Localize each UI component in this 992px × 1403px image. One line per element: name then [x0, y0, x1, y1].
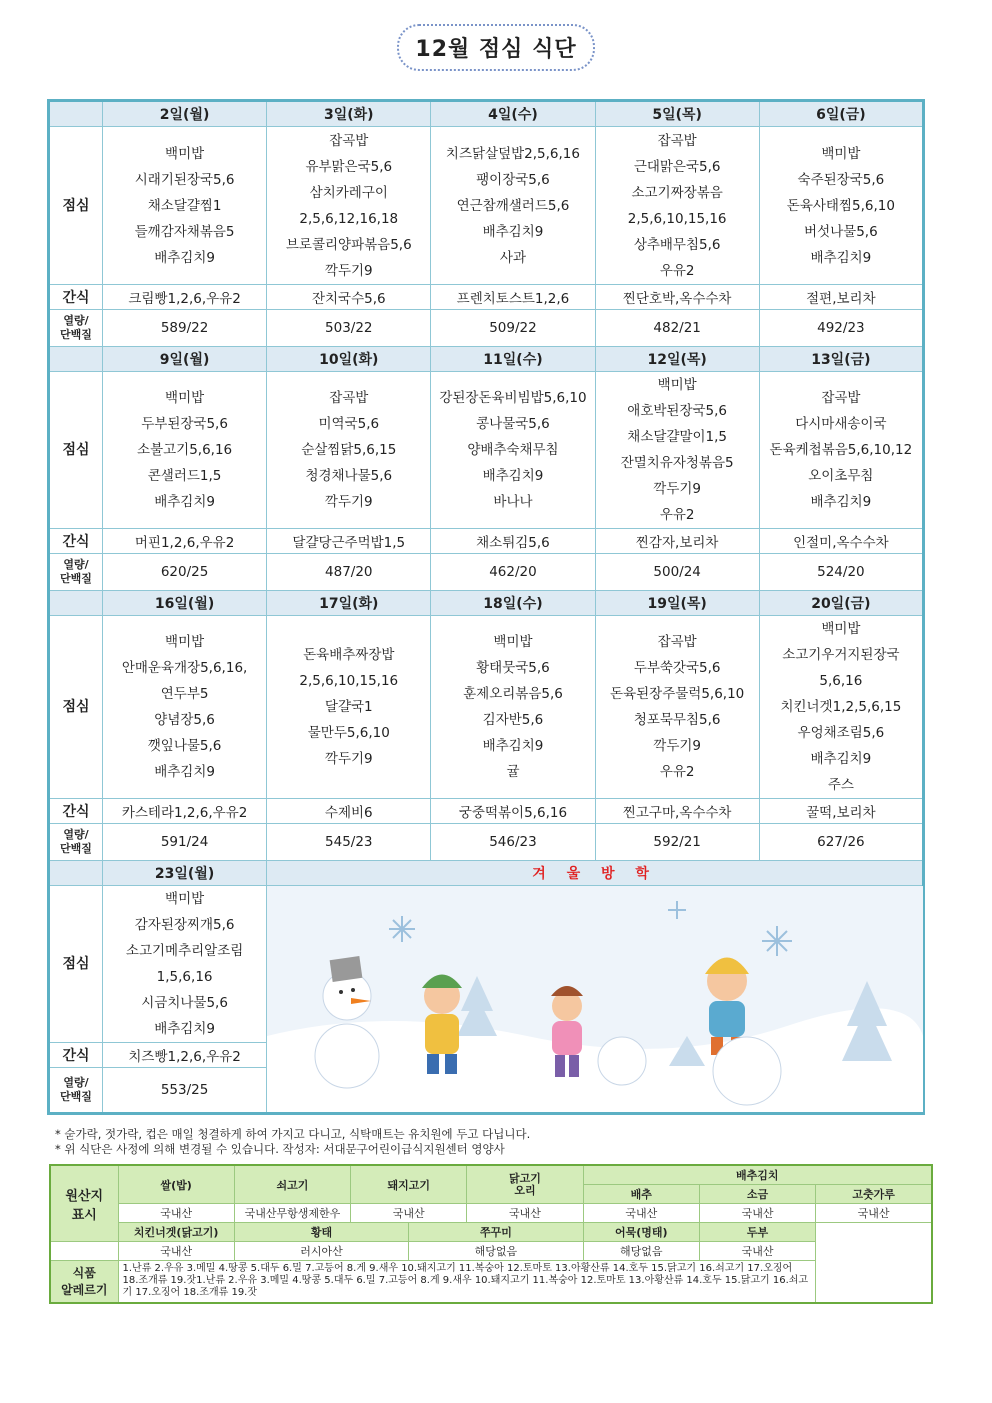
menu-item: 물만두5,6,10 — [307, 725, 390, 741]
menu-item: 채소달걀말이1,5 — [627, 429, 728, 445]
snack-cell: 달걀당근주먹밥1,5 — [267, 529, 431, 554]
snack-cell: 찐감자,보리차 — [595, 529, 759, 554]
menu-item: 소고기짜장볶음 — [631, 184, 723, 201]
origin-value: 국내산 — [118, 1242, 234, 1261]
menu-item: 5,6,16 — [819, 673, 863, 689]
menu-item: 배추김치9 — [482, 738, 544, 754]
allergy-text: 1.난류 2.우유 3.메밀 4.땅콩 5.대두 6.밀 7.고등어 8.게 9.새우 10.돼지고기 11.복숭아 12.토마토 13.아황산류 14.호두 15.닭고기 16.쇠고기 17.오징어 18.조개류 19.잣1.난류 2.우유 3.메밀 4.땅콩 5.대두 6.밀 7.고등어 8.게 9.새우 10.돼지고기 11.복숭아 12.토마토 13.아황산류 14.호두 15.닭고기 16.쇠고기 17.오징어 18.조개류 19.잣 — [118, 1261, 816, 1303]
header-chicken-duck: 닭고기 오리 — [467, 1165, 583, 1204]
origin-value: 국내산무항생제한우 — [234, 1204, 350, 1223]
lunch-cell — [431, 372, 595, 529]
corner-cell — [49, 347, 103, 372]
note-line: * 위 식단은 사정에 의해 변경될 수 있습니다. 작성자: 서대문구어린이급식지원센터 영양사 — [55, 1142, 505, 1156]
menu-item: 사과 — [499, 249, 527, 266]
menu-item: 배추김치9 — [154, 494, 215, 510]
menu-item: 황태뭇국5,6 — [476, 660, 550, 676]
origin-value: 국내산 — [118, 1204, 234, 1223]
day-header: 11일(수) — [431, 347, 595, 372]
lunch-label: 점심 — [49, 372, 103, 529]
calorie-label: 열량/ 단백질 — [49, 554, 103, 591]
menu-item: 백미밥 — [165, 390, 205, 406]
day-header: 6일(금) — [759, 101, 923, 127]
header-tofu: 두부 — [699, 1223, 815, 1242]
header-fishcake: 어묵(명태) — [583, 1223, 699, 1242]
day-header: 18일(수) — [431, 591, 595, 616]
menu-item: 백미밥 — [165, 145, 205, 162]
snack-cell: 크림빵1,2,6,우유2 — [103, 285, 267, 310]
menu-item: 들깨감자채볶음5 — [134, 223, 235, 240]
lunch-cell — [759, 372, 923, 529]
menu-item: 잡곡밥 — [821, 390, 861, 406]
menu-item: 배추김치9 — [810, 751, 872, 767]
day-header: 13일(금) — [759, 347, 923, 372]
menu-item: 안매운육개장5,6,16, — [121, 660, 248, 676]
calorie-cell: 591/24 — [103, 824, 267, 861]
lunch-cell — [103, 886, 267, 1043]
menu-item: 달걀국1 — [324, 699, 373, 715]
menu-item: 김자반5,6 — [482, 712, 544, 728]
lunch-label: 점심 — [49, 886, 103, 1043]
snack-cell: 절편,보리차 — [759, 285, 923, 310]
menu-item: 백미밥 — [821, 145, 861, 162]
menu-item: 채소달걀찜1 — [147, 197, 222, 214]
menu-item: 배추김치9 — [154, 249, 215, 266]
menu-item: 소고기메추리알조림 — [125, 943, 244, 959]
lunch-cell — [595, 127, 759, 285]
menu-item: 바나나 — [493, 494, 533, 510]
menu-item: 돈육배추짜장밥 — [303, 647, 395, 663]
snack-cell: 찐고구마,옥수수차 — [595, 799, 759, 824]
menu-item: 치킨너겟1,2,5,6,15 — [780, 699, 902, 715]
menu-item: 두부쑥갓국5,6 — [633, 660, 721, 676]
lunch-cell — [759, 127, 923, 285]
menu-item: 귤 — [506, 764, 520, 780]
menu-item: 치즈닭살덮밥2,5,6,16 — [445, 145, 580, 162]
menu-item: 양배추숙채무침 — [467, 442, 559, 458]
calorie-cell: 546/23 — [431, 824, 595, 861]
header-beef: 쇠고기 — [234, 1165, 350, 1204]
snack-cell: 카스테라1,2,6,우유2 — [103, 799, 267, 824]
origin-value: 국내산 — [467, 1204, 583, 1223]
header-octopus: 쭈꾸미 — [409, 1223, 583, 1242]
menu-item: 잡곡밥 — [657, 132, 697, 149]
menu-item: 깍두기9 — [653, 738, 702, 754]
menu-item: 돈육된장주물럭5,6,10 — [610, 686, 745, 702]
day-header: 10일(화) — [267, 347, 431, 372]
calorie-cell: 545/23 — [267, 824, 431, 861]
calorie-cell: 627/26 — [759, 824, 923, 861]
menu-item: 두부된장국5,6 — [141, 416, 228, 432]
menu-item: 팽이장국5,6 — [476, 171, 550, 188]
menu-item: 2,5,6,10,15,16 — [627, 210, 727, 227]
snack-cell: 채소튀김5,6 — [431, 529, 595, 554]
menu-item: 청경채나물5,6 — [305, 468, 393, 484]
snow-scene-image — [267, 886, 923, 1112]
calorie-cell: 553/25 — [103, 1068, 267, 1114]
menu-item: 청포묵무침5,6 — [633, 712, 721, 728]
day-header: 12일(목) — [595, 347, 759, 372]
origin-value: 국내산 — [816, 1204, 932, 1223]
menu-item: 미역국5,6 — [318, 416, 380, 432]
lunch-cell — [267, 127, 431, 285]
header-cabbage: 배추 — [583, 1185, 699, 1204]
menu-item: 유부맑은국5,6 — [305, 158, 393, 175]
snack-cell: 치즈빵1,2,6,우유2 — [103, 1043, 267, 1068]
page-title: 12월 점심 식단 — [397, 24, 594, 71]
menu-item: 깍두기9 — [653, 481, 702, 497]
menu-item: 소불고기5,6,16 — [137, 442, 233, 458]
snack-label: 간식 — [49, 529, 103, 554]
menu-item: 상추배무침5,6 — [633, 236, 721, 253]
origin-value: 해당없음 — [583, 1242, 699, 1261]
day-header: 23일(월) — [103, 861, 267, 886]
calorie-cell: 524/20 — [759, 554, 923, 591]
day-header: 5일(목) — [595, 101, 759, 127]
lunch-cell — [431, 127, 595, 285]
snack-label: 간식 — [49, 285, 103, 310]
header-salt: 소금 — [699, 1185, 815, 1204]
calorie-cell: 503/22 — [267, 310, 431, 347]
calorie-cell: 482/21 — [595, 310, 759, 347]
winter-illustration — [267, 886, 924, 1114]
menu-item: 깍두기9 — [324, 262, 373, 279]
snack-cell: 수제비6 — [267, 799, 431, 824]
lunch-cell — [103, 127, 267, 285]
menu-item: 소고기우거지된장국 — [782, 647, 900, 663]
menu-item: 훈제오리볶음5,6 — [463, 686, 563, 702]
origin-value: 러시아산 — [234, 1242, 408, 1261]
menu-item: 배추김치9 — [482, 468, 544, 484]
menu-item: 연근참깨샐러드5,6 — [456, 197, 570, 214]
menu-item: 숙주된장국5,6 — [797, 171, 885, 188]
menu-item: 깍두기9 — [324, 751, 373, 767]
menu-item: 삼치카레구이 — [309, 184, 388, 201]
origin-side-label: 원산지 표시 — [50, 1165, 118, 1242]
menu-item: 1,5,6,16 — [156, 969, 213, 985]
menu-item: 배추김치9 — [154, 1021, 215, 1037]
origin-value: 국내산 — [351, 1204, 467, 1223]
snack-label: 간식 — [49, 1043, 103, 1068]
menu-item: 콘샐러드1,5 — [147, 468, 222, 484]
menu-item: 배추김치9 — [810, 249, 872, 266]
menu-item: 시금치나물5,6 — [141, 995, 228, 1011]
menu-item: 잔멸치유자청볶음5 — [620, 455, 734, 471]
lunch-cell — [431, 616, 595, 799]
menu-item: 감자된장찌개5,6 — [134, 917, 235, 933]
day-header: 20일(금) — [759, 591, 923, 616]
lunch-label: 점심 — [49, 127, 103, 285]
calorie-cell: 492/23 — [759, 310, 923, 347]
menu-item: 2,5,6,12,16,18 — [299, 210, 399, 227]
menu-item: 백미밥 — [821, 621, 861, 637]
header-nugget: 치킨너겟(닭고기) — [118, 1223, 234, 1242]
lunch-cell — [267, 616, 431, 799]
menu-item: 돈육사태찜5,6,10 — [786, 197, 895, 214]
corner-cell — [49, 101, 103, 127]
menu-item: 순살찜닭5,6,15 — [301, 442, 397, 458]
day-header: 16일(월) — [103, 591, 267, 616]
day-header: 2일(월) — [103, 101, 267, 127]
menu-item: 근대맑은국5,6 — [633, 158, 721, 175]
calorie-label: 열량/ 단백질 — [49, 824, 103, 861]
lunch-cell — [103, 616, 267, 799]
menu-item: 잡곡밥 — [329, 132, 369, 149]
origin-value: 국내산 — [583, 1204, 699, 1223]
menu-item: 배추김치9 — [810, 494, 872, 510]
snack-cell: 찐단호박,옥수수차 — [595, 285, 759, 310]
origin-table — [49, 1164, 933, 1304]
snack-cell: 꿀떡,보리차 — [759, 799, 923, 824]
snack-cell: 인절미,옥수수차 — [759, 529, 923, 554]
snack-cell: 프렌치토스트1,2,6 — [431, 285, 595, 310]
menu-item: 오이초무침 — [808, 468, 874, 484]
day-header: 3일(화) — [267, 101, 431, 127]
header-kimchi: 배추김치 — [583, 1165, 932, 1185]
calorie-label: 열량/ 단백질 — [49, 1068, 103, 1114]
corner-cell — [49, 591, 103, 616]
lunch-cell — [759, 616, 923, 799]
origin-value: 해당없음 — [409, 1242, 583, 1261]
menu-item: 양념장5,6 — [154, 712, 215, 728]
menu-item: 배추김치9 — [482, 223, 544, 240]
lunch-cell — [595, 372, 759, 529]
menu-item: 잡곡밥 — [657, 634, 697, 650]
calorie-cell: 462/20 — [431, 554, 595, 591]
header-pollack: 황태 — [234, 1223, 408, 1242]
calorie-cell: 620/25 — [103, 554, 267, 591]
menu-item: 버섯나물5,6 — [804, 223, 878, 240]
note-line: * 숟가락, 젓가락, 컵은 매일 청결하게 하여 가지고 다니고, 식탁매트는 유치원에 두고 다닙니다. — [55, 1127, 531, 1141]
notes — [55, 1127, 530, 1157]
menu-item: 잡곡밥 — [329, 390, 369, 406]
vacation-title: 겨 울 방 학 — [267, 861, 924, 886]
calorie-label: 열량/ 단백질 — [49, 310, 103, 347]
menu-item: 깻잎나물5,6 — [147, 738, 222, 754]
menu-item: 2,5,6,10,15,16 — [299, 673, 399, 689]
origin-value: 국내산 — [699, 1242, 815, 1261]
corner-cell — [49, 861, 103, 886]
lunch-cell — [267, 372, 431, 529]
header-pork: 돼지고기 — [351, 1165, 467, 1204]
menu-item: 백미밥 — [165, 634, 205, 650]
menu-item: 애호박된장국5,6 — [627, 403, 728, 419]
allergy-label: 식품 알레르기 — [50, 1261, 118, 1303]
header-rice: 쌀(밥) — [118, 1165, 234, 1204]
menu-item: 시래기된장국5,6 — [134, 171, 235, 188]
day-header: 17일(화) — [267, 591, 431, 616]
origin-value: 국내산 — [699, 1204, 815, 1223]
menu-item: 우유2 — [659, 764, 695, 780]
menu-item: 콩나물국5,6 — [476, 416, 550, 432]
header-chili: 고춧가루 — [816, 1185, 932, 1204]
calorie-cell: 500/24 — [595, 554, 759, 591]
lunch-label: 점심 — [49, 616, 103, 799]
menu-item: 돈육케첩볶음5,6,10,12 — [769, 442, 913, 458]
menu-item: 우엉채조림5,6 — [797, 725, 885, 741]
menu-item: 브로콜리양파볶음5,6 — [285, 236, 412, 253]
snack-cell: 궁중떡볶이5,6,16 — [431, 799, 595, 824]
menu-item: 백미밥 — [493, 634, 533, 650]
calorie-cell: 589/22 — [103, 310, 267, 347]
menu-item: 연두부5 — [160, 686, 209, 702]
snack-cell: 잔치국수5,6 — [267, 285, 431, 310]
menu-item: 우유2 — [659, 507, 695, 523]
menu-item: 주스 — [827, 777, 854, 793]
lunch-cell — [103, 372, 267, 529]
menu-item: 깍두기9 — [324, 494, 373, 510]
snack-label: 간식 — [49, 799, 103, 824]
menu-item: 배추김치9 — [154, 764, 215, 780]
snack-cell: 머핀1,2,6,우유2 — [103, 529, 267, 554]
day-header: 4일(수) — [431, 101, 595, 127]
day-header: 19일(목) — [595, 591, 759, 616]
calorie-cell: 509/22 — [431, 310, 595, 347]
menu-item: 강된장돈육비빔밥5,6,10 — [439, 390, 587, 406]
calorie-cell: 592/21 — [595, 824, 759, 861]
menu-item: 우유2 — [659, 262, 695, 279]
menu-item: 다시마새송이국 — [795, 416, 887, 432]
menu-item: 백미밥 — [657, 377, 697, 393]
calorie-cell: 487/20 — [267, 554, 431, 591]
day-header: 9일(월) — [103, 347, 267, 372]
menu-item: 백미밥 — [165, 891, 205, 907]
menu-table — [47, 99, 925, 1115]
lunch-cell — [595, 616, 759, 799]
